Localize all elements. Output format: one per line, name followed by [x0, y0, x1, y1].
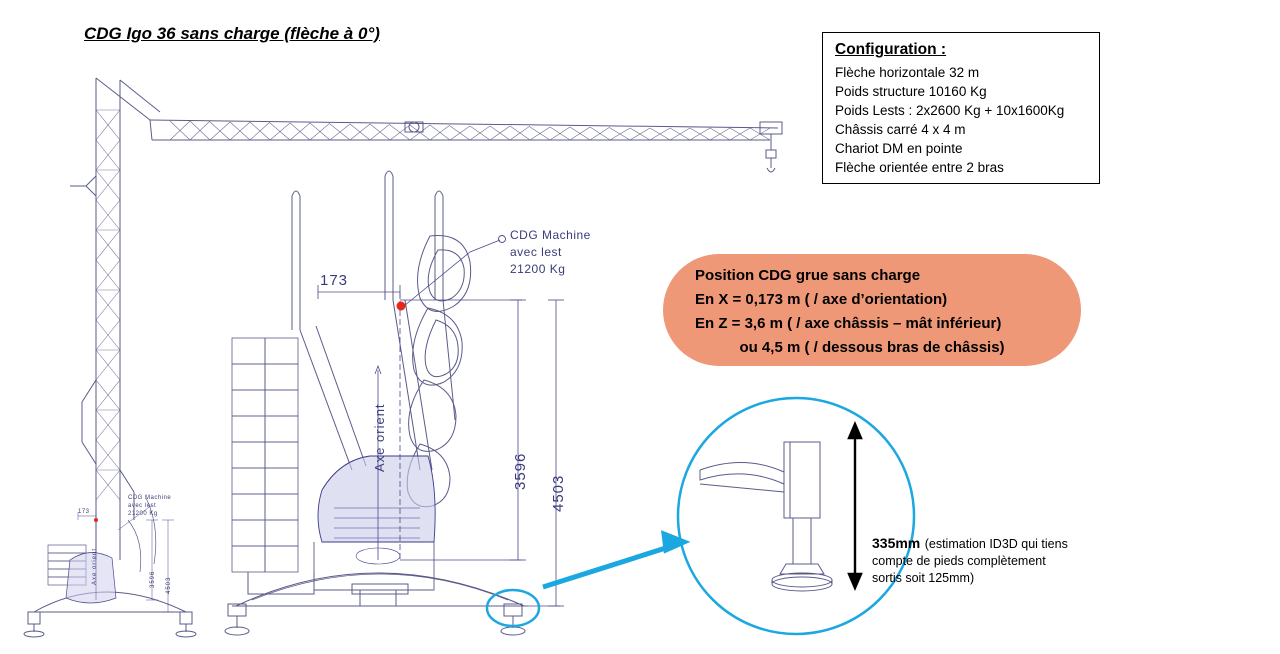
cdg-machine-label-line-3: 21200 Kg — [510, 262, 566, 276]
axis-orientation-label: Axe orient — [372, 403, 387, 472]
zoom-annotation-note-1: (estimation ID3D qui tiens — [924, 537, 1068, 551]
configuration-line-4: Châssis carré 4 x 4 m — [835, 122, 966, 137]
configuration-line-6: Flèche orientée entre 2 bras — [835, 160, 1004, 175]
configuration-line-5: Chariot DM en pointe — [835, 141, 963, 156]
zoom-annotation — [872, 535, 1122, 587]
left-view-dimension-4503: 4503 — [166, 576, 172, 594]
callout-line-4: ou 4,5 m ( / dessous bras de châssis) — [739, 339, 1005, 356]
left-view-cdg-line-1: CDG Machine — [128, 495, 172, 501]
cdg-machine-label-line-1: CDG Machine — [510, 228, 591, 242]
cdg-position-callout — [663, 254, 1081, 366]
configuration-heading: Configuration : — [835, 41, 947, 58]
zoom-annotation-value: 335mm — [872, 535, 921, 551]
callout-line-3: En Z = 3,6 m ( / axe châssis – mât inférieur) — [695, 315, 1002, 332]
left-view-axis-label: Axe orient — [92, 547, 98, 585]
configuration-box — [822, 32, 1100, 184]
dimension-4503: 4503 — [550, 474, 567, 512]
left-view-cdg-line-3: 21200 Kg — [128, 511, 158, 517]
zoom-detail-group — [487, 398, 914, 634]
left-view-cdg-line-2: avec lest — [128, 503, 157, 509]
callout-line-2: En X = 0,173 m ( / axe d’orientation) — [695, 291, 948, 308]
cdg-machine-label-line-2: avec lest — [510, 245, 562, 259]
configuration-line-3: Poids Lests : 2x2600 Kg + 10x1600Kg — [835, 103, 1065, 118]
page-title: CDG Igo 36 sans charge (flèche à 0°) — [84, 24, 380, 43]
left-view-dimension-3596: 3596 — [150, 570, 156, 588]
zoom-annotation-note-3: sortis soit 125mm) — [872, 571, 975, 585]
configuration-line-2: Poids structure 10160 Kg — [835, 84, 987, 99]
dimension-3596: 3596 — [512, 452, 529, 490]
configuration-line-1: Flèche horizontale 32 m — [835, 65, 980, 80]
zoom-annotation-note-2: compte de pieds complètement — [872, 554, 1046, 568]
left-view-dimension-173: 173 — [78, 509, 90, 515]
dimension-173: 173 — [320, 272, 349, 289]
callout-line-1: Position CDG grue sans charge — [695, 267, 921, 284]
